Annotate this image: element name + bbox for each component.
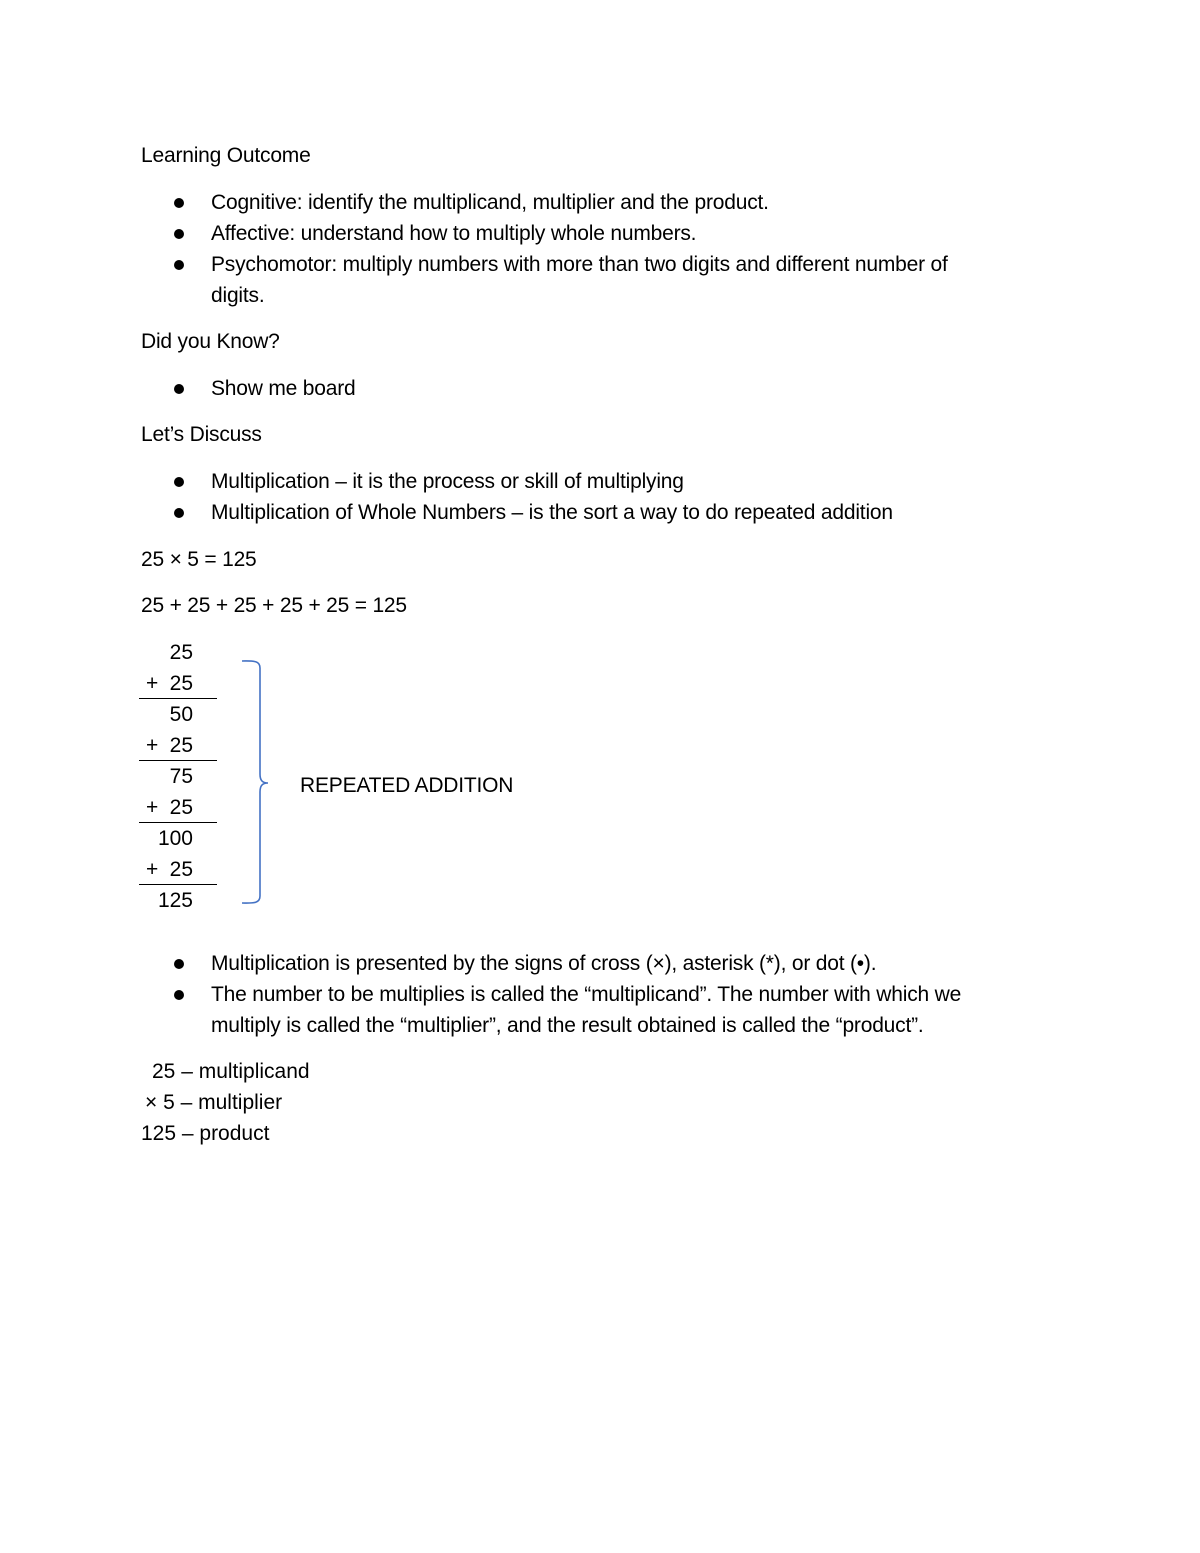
- bullet-cognitive: Cognitive: identify the multiplicand, multiplier and the product.: [211, 191, 769, 214]
- example-multiplicand: 25 – multiplicand: [152, 1060, 310, 1083]
- sum-rule: [139, 884, 217, 885]
- equation-multiplication: 25 × 5 = 125: [141, 548, 257, 571]
- bullet-icon: [174, 229, 184, 239]
- addend-1: 25: [169, 672, 193, 695]
- equation-addition: 25 + 25 + 25 + 25 + 25 = 125: [141, 594, 407, 617]
- addend-2: 25: [169, 734, 193, 757]
- bullet-icon: [174, 477, 184, 487]
- addend-3: 25: [169, 796, 193, 819]
- sum-rule: [139, 822, 217, 823]
- plus-sign: +: [146, 672, 159, 695]
- bullet-icon: [174, 508, 184, 518]
- plus-sign: +: [146, 796, 159, 819]
- bullet-show-me-board: Show me board: [211, 377, 356, 400]
- final-sum: 125: [157, 889, 193, 912]
- partial-sum-1: 50: [169, 703, 193, 726]
- addend-start: 25: [169, 641, 193, 664]
- bullet-multiplication-signs: Multiplication is presented by the signs of cross (×), asterisk (*), or dot (•).: [211, 952, 877, 975]
- section-title-learning-outcome: Learning Outcome: [141, 144, 311, 167]
- right-brace-icon: [240, 656, 280, 908]
- bullet-icon: [174, 384, 184, 394]
- bullet-icon: [174, 260, 184, 270]
- bullet-whole-numbers-definition: Multiplication of Whole Numbers – is the sort a way to do repeated addition: [211, 501, 893, 524]
- repeated-addition-label: REPEATED ADDITION: [300, 774, 514, 797]
- sum-rule: [139, 698, 217, 699]
- bullet-psychomotor: Psychomotor: multiply numbers with more than two digits and different number of: [211, 253, 948, 276]
- plus-sign: +: [146, 734, 159, 757]
- partial-sum-3: 100: [157, 827, 193, 850]
- bullet-terminology-continued: multiply is called the “multiplier”, and the result obtained is called the “product”.: [211, 1014, 924, 1037]
- sum-rule: [139, 760, 217, 761]
- example-product: 125 – product: [141, 1122, 270, 1145]
- bullet-multiplication-definition: Multiplication – it is the process or skill of multiplying: [211, 470, 684, 493]
- addend-4: 25: [169, 858, 193, 881]
- section-title-did-you-know: Did you Know?: [141, 330, 280, 353]
- section-title-lets-discuss: Let’s Discuss: [141, 423, 262, 446]
- bullet-psychomotor-continued: digits.: [211, 284, 265, 307]
- bullet-icon: [174, 959, 184, 969]
- bullet-affective: Affective: understand how to multiply whole numbers.: [211, 222, 697, 245]
- bullet-icon: [174, 990, 184, 1000]
- partial-sum-2: 75: [169, 765, 193, 788]
- example-multiplier: × 5 – multiplier: [145, 1091, 283, 1114]
- plus-sign: +: [146, 858, 159, 881]
- bullet-icon: [174, 198, 184, 208]
- bullet-terminology: The number to be multiplies is called the “multiplicand”. The number with which we: [211, 983, 962, 1006]
